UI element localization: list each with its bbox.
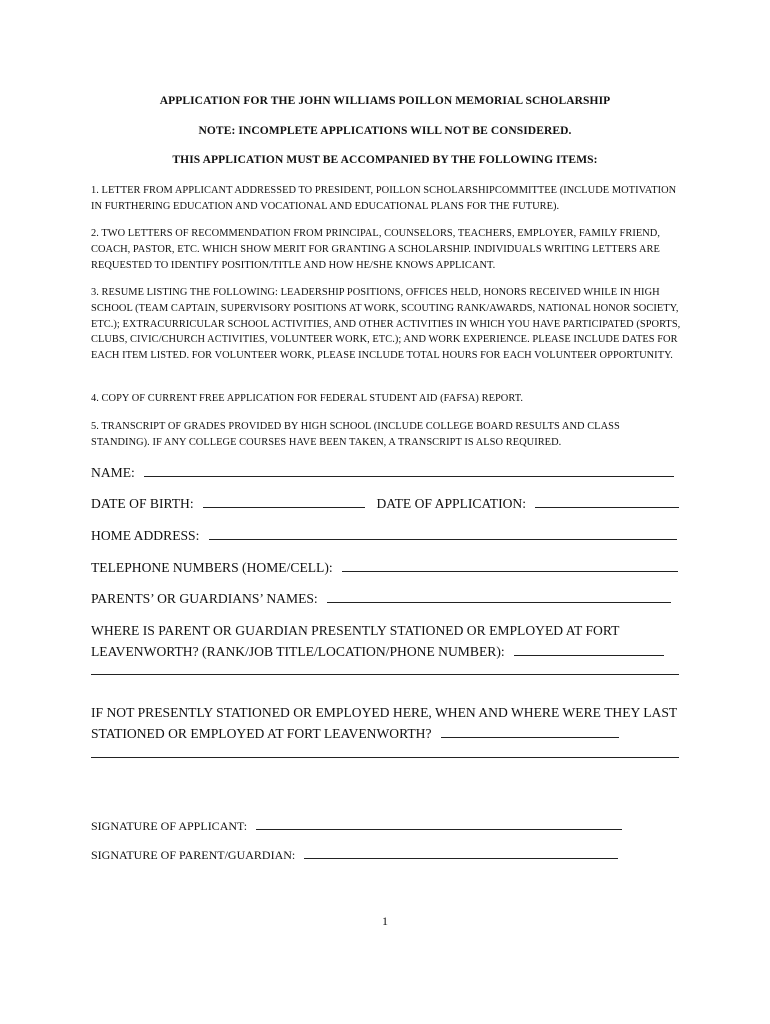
applicant-signature-label: SIGNATURE OF APPLICANT: xyxy=(91,819,248,833)
parents-label: PARENTS’ OR GUARDIANS’ NAMES: xyxy=(91,591,318,606)
not-stationed-label: IF NOT PRESENTLY STATIONED OR EMPLOYED HERE, WHEN AND WHERE WERE THEY LAST STATIONED OR EMPLOYED AT FORT LEAVENWORTH? xyxy=(91,705,677,741)
dob-label: DATE OF BIRTH: xyxy=(91,496,194,511)
parent-signature-row xyxy=(91,846,618,863)
document-title: APPLICATION FOR THE JOHN WILLIAMS POILLON MEMORIAL SCHOLARSHIP xyxy=(159,95,611,107)
dates-row xyxy=(91,495,679,512)
phone-row xyxy=(91,559,678,576)
requirement-item-4: 4. COPY OF CURRENT FREE APPLICATION FOR FEDERAL STUDENT AID (FAFSA) REPORT. xyxy=(91,393,523,404)
requirement-item-1: 1. LETTER FROM APPLICANT ADDRESSED TO PRESIDENT, POILLON SCHOLARSHIPCOMMITTEE (INCLUDE MOTIVATION IN FURTHERING EDUCATION AND VOCATIONAL AND EDUCATIONAL PLANS FOR THE FUTURE). xyxy=(91,185,677,212)
phone-field[interactable] xyxy=(342,559,678,572)
name-label: NAME: xyxy=(91,465,135,480)
accompany-heading: THIS APPLICATION MUST BE ACCOMPANIED BY THE FOLLOWING ITEMS: xyxy=(172,154,598,166)
stationed-question xyxy=(91,620,691,662)
doa-label: DATE OF APPLICATION: xyxy=(376,496,527,511)
requirement-item-3: 3. RESUME LISTING THE FOLLOWING: LEADERSHIP POSITIONS, OFFICES HELD, HONORS RECEIVED WHILE IN HIGH SCHOOL (TEAM CAPTAIN, SUPERVISORY POSITIONS AT WORK, SCOUTING RANK/AWARDS, NATIONAL HONOR SOCIETY, ETC.); EXTRACURRICULAR SCHOOL ACTIVITIES, AND OTHER ACTIVITIES IN WHICH YOU HAVE PARTICIPATED (SPORTS, CLUBS, CIVIC/CHURCH ACTIVITIES, VOLUNTEER WORK, ETC.); AND WORK EXPERIENCE. PLEASE INCLUDE DATES FOR EACH ITEM LISTED. FOR VOLUNTEER WORK, PLEASE INCLUDE TOTAL HOURS FOR EACH VOLUNTEER OPPORTUNITY. xyxy=(91,287,681,362)
doa-field[interactable] xyxy=(535,495,679,508)
dob-field[interactable] xyxy=(203,495,365,508)
not-stationed-field[interactable] xyxy=(441,725,619,738)
applicant-signature-row xyxy=(91,817,622,834)
name-row xyxy=(91,464,674,481)
phone-label: TELEPHONE NUMBERS (HOME/CELL): xyxy=(91,560,333,575)
parents-field[interactable] xyxy=(327,590,671,603)
requirement-item-2: 2. TWO LETTERS OF RECOMMENDATION FROM PRINCIPAL, COUNSELORS, TEACHERS, EMPLOYER, FAMILY FRIEND, COACH, PASTOR, ETC. WHICH SHOW MERIT FOR GRANTING A SCHOLARSHIP. INDIVIDUALS WRITING LETTERS ARE REQUESTED TO IDENTIFY POSITION/TITLE AND HOW HE/SHE KNOWS APPLICANT. xyxy=(91,228,660,271)
requirement-item-5: 5. TRANSCRIPT OF GRADES PROVIDED BY HIGH SCHOOL (INCLUDE COLLEGE BOARD RESULTS AND CLASS STANDING). IF ANY COLLEGE COURSES HAVE BEEN TAKEN, A TRANSCRIPT IS ALSO REQUIRED. xyxy=(91,421,620,448)
stationed-label: WHERE IS PARENT OR GUARDIAN PRESENTLY STATIONED OR EMPLOYED AT FORT LEAVENWORTH? (RANK/JOB TITLE/LOCATION/PHONE NUMBER): xyxy=(91,623,620,659)
not-stationed-question xyxy=(91,702,691,744)
address-row xyxy=(91,527,677,544)
stationed-extra-line[interactable] xyxy=(91,674,679,675)
name-field[interactable] xyxy=(144,464,674,477)
parents-row xyxy=(91,590,671,607)
address-field[interactable] xyxy=(209,527,677,540)
parent-signature-field[interactable] xyxy=(304,846,618,859)
page-number: 1 xyxy=(382,914,388,928)
stationed-field[interactable] xyxy=(514,643,664,656)
not-stationed-extra-line[interactable] xyxy=(91,757,679,758)
parent-signature-label: SIGNATURE OF PARENT/GUARDIAN: xyxy=(91,848,296,862)
address-label: HOME ADDRESS: xyxy=(91,528,200,543)
applicant-signature-field[interactable] xyxy=(256,817,622,830)
incomplete-note: NOTE: INCOMPLETE APPLICATIONS WILL NOT BE CONSIDERED. xyxy=(198,125,572,137)
